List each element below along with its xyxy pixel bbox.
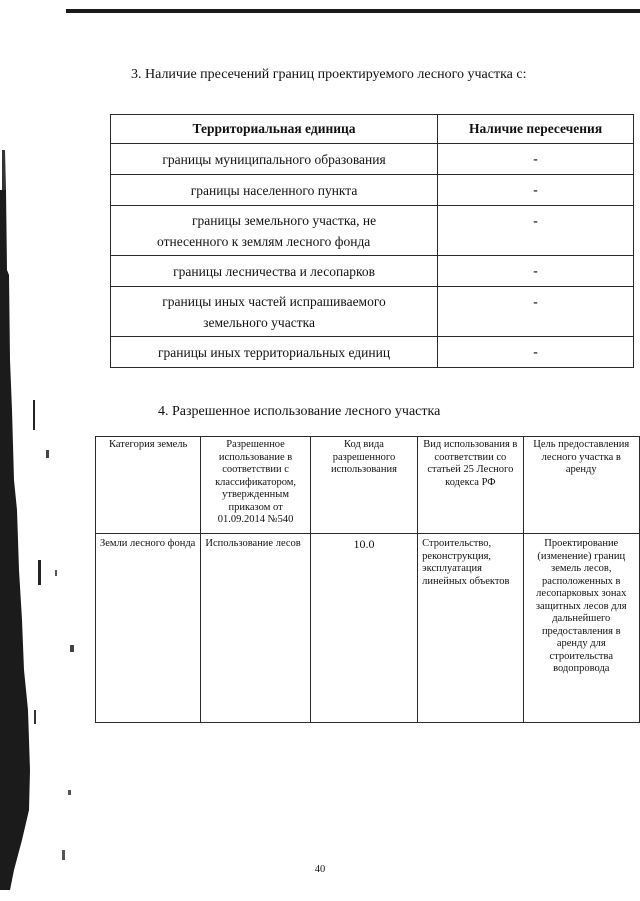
column-header-intersection: Наличие пересечения — [438, 115, 634, 144]
intersection-value-cell: - — [438, 144, 634, 175]
territorial-unit-cell: границы муниципального образования — [111, 144, 438, 175]
table-row — [111, 287, 634, 337]
intersection-value-cell: - — [438, 175, 634, 206]
purpose-cell: Проектирование (изменение) границ земель лесов, расположенных в лесопарковых зонах защитных лесов для дальнейшего предоставления в аренду для строительства водопровода — [523, 534, 639, 723]
intersection-value-cell: - — [438, 287, 634, 337]
table-row — [111, 337, 634, 368]
table-row — [111, 256, 634, 287]
use-code-cell: 10.0 — [310, 534, 417, 723]
top-border-rule — [66, 9, 640, 13]
territorial-unit-line: границы земельного участка, не — [191, 212, 377, 228]
table-row — [111, 175, 634, 206]
territorial-unit-cell: границы лесничества и лесопарков — [111, 256, 438, 287]
table-row — [111, 144, 634, 175]
land-category-cell: Земли лесного фонда — [96, 534, 201, 723]
intersection-value-cell: - — [438, 256, 634, 287]
table-header-row — [96, 437, 640, 534]
permitted-use-cell: Использование лесов — [201, 534, 310, 723]
table-row — [96, 534, 640, 723]
territorial-unit-line: земельного участка — [203, 314, 315, 330]
territorial-unit-cell: границы населенного пункта — [111, 175, 438, 206]
column-header-use-code: Код вида разрешенного использования — [310, 437, 417, 534]
use-type-cell: Строительство, реконструкция, эксплуатация линейных объектов — [418, 534, 523, 723]
scan-binding-edge — [0, 150, 80, 890]
territorial-unit-cell: границы иных территориальных единиц — [111, 337, 438, 368]
column-header-use-type: Вид использования в соответствии со статьей 25 Лесного кодекса РФ — [418, 437, 523, 534]
column-header-land-category: Категория земель — [96, 437, 201, 534]
territorial-unit-cell — [111, 206, 438, 256]
page-number: 40 — [314, 864, 326, 875]
table-row — [111, 206, 634, 256]
column-header-permitted-use: Разрешенное использование в соответствии с классификатором, утвержденным приказом от 01.09.2014 №540 — [201, 437, 310, 534]
territorial-unit-line: отнесенного к землям лесного фонда — [157, 233, 371, 249]
territorial-unit-cell — [111, 287, 438, 337]
section-4-heading: 4. Разрешенное использование лесного участка — [158, 404, 441, 419]
column-header-territorial-unit: Территориальная единица — [111, 115, 438, 144]
intersection-value-cell: - — [438, 337, 634, 368]
section-3-heading: 3. Наличие пресечений границ проектируемого лесного участка с: — [131, 67, 527, 82]
territorial-unit-line: границы иных частей испрашиваемого — [162, 293, 386, 309]
table-header-row — [111, 115, 634, 144]
column-header-purpose: Цель предоставления лесного участка в аренду — [523, 437, 639, 534]
intersection-value-cell: - — [438, 206, 634, 256]
permitted-use-table — [95, 436, 640, 723]
intersections-table — [110, 114, 634, 368]
